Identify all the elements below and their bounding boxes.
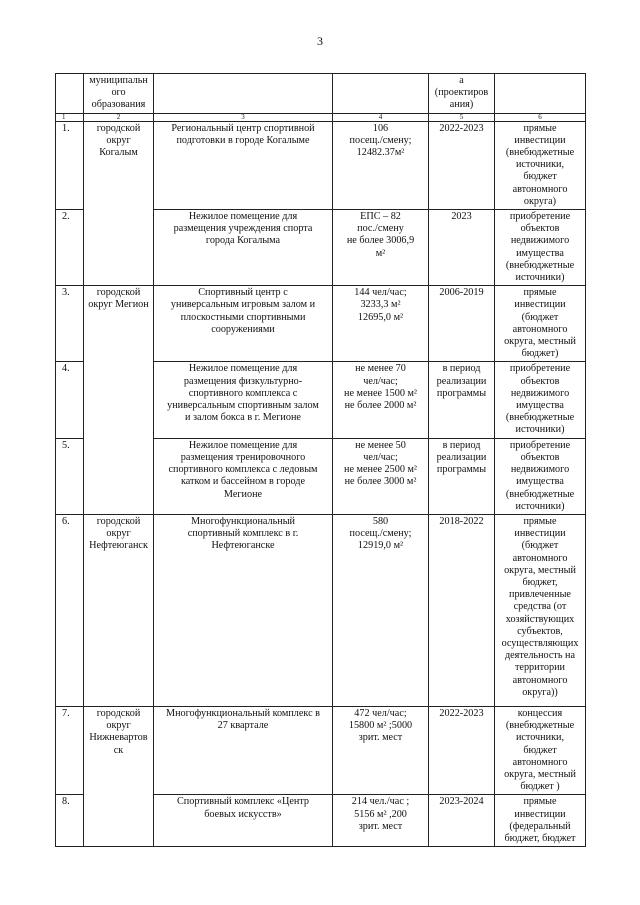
row-number: 3. bbox=[56, 286, 84, 362]
cell-line: Спортивный комплекс «Центр bbox=[176, 796, 309, 808]
period-cell bbox=[429, 706, 495, 794]
financing-cell bbox=[495, 795, 586, 847]
cell-line: автономного bbox=[512, 552, 568, 564]
cell-line: зрит. мест bbox=[358, 820, 403, 832]
period-cell bbox=[429, 121, 495, 209]
period-cell bbox=[429, 286, 495, 362]
cell-line: городской bbox=[96, 707, 141, 719]
cell-line: универсальным игровым залом и bbox=[170, 299, 316, 311]
cell-line: не более 3000 м² bbox=[344, 476, 417, 488]
cell-line: объектов bbox=[520, 375, 560, 387]
cell-line: (внебюджетные bbox=[505, 412, 575, 424]
cell-line: муниципальн bbox=[89, 75, 148, 86]
cell-line: не менее 2500 м² bbox=[344, 464, 417, 476]
cell-line: инвестиции bbox=[514, 299, 566, 311]
municipality-cell bbox=[84, 795, 154, 847]
cell-line: (внебюджетные bbox=[505, 147, 575, 159]
cell-line: 472 чел/час; bbox=[354, 707, 407, 719]
capacity-cell bbox=[333, 210, 429, 286]
cell-line: а bbox=[459, 75, 464, 86]
cell-line: ого bbox=[111, 87, 126, 99]
column-number: 6 bbox=[495, 113, 586, 121]
cell-line: городской bbox=[96, 122, 141, 134]
capacity-cell bbox=[333, 706, 429, 794]
object-name-cell bbox=[154, 121, 333, 209]
cell-line: Многофункциональный bbox=[190, 515, 295, 527]
cell-line: 12919,0 м² bbox=[357, 540, 404, 552]
cell-line: в период bbox=[442, 439, 481, 451]
cell-line: территории bbox=[514, 662, 566, 674]
cell-line: бюджет, bbox=[522, 576, 558, 588]
object-name-cell bbox=[154, 514, 333, 706]
cell-line: недвижимого bbox=[510, 464, 570, 476]
cell-line: образования bbox=[91, 99, 146, 111]
financing-cell bbox=[495, 286, 586, 362]
capacity-cell bbox=[333, 438, 429, 514]
cell-line: округа, местный bbox=[504, 336, 576, 348]
cell-line: 2022-2023 bbox=[439, 122, 484, 134]
cell-line: (внебюджетные bbox=[505, 720, 575, 732]
period-cell bbox=[429, 795, 495, 847]
cell-line: 2023-2024 bbox=[439, 796, 484, 808]
cell-line: объектов bbox=[520, 223, 560, 235]
cell-line: объектов bbox=[520, 451, 560, 463]
cell-line: источники, bbox=[515, 732, 565, 744]
cell-line: 15800 м² ;5000 bbox=[348, 720, 413, 732]
object-name-cell bbox=[154, 210, 333, 286]
cell-line: м² bbox=[375, 247, 386, 259]
cell-line: не более 3006,9 bbox=[346, 235, 415, 247]
cell-line: зрит. мест bbox=[358, 732, 403, 744]
cell-line: прямые bbox=[523, 796, 557, 808]
period-cell bbox=[429, 210, 495, 286]
cell-line: катком и бассейном в городе bbox=[181, 476, 305, 488]
cell-line: посещ./смену; bbox=[349, 134, 412, 146]
header-period bbox=[429, 74, 495, 114]
table-row bbox=[56, 438, 586, 514]
table-row bbox=[56, 706, 586, 794]
row-number: 6. bbox=[56, 514, 84, 706]
financing-cell bbox=[495, 514, 586, 706]
cell-line: городской bbox=[96, 287, 141, 299]
row-number: 7. bbox=[56, 706, 84, 794]
municipality-cell bbox=[84, 706, 154, 794]
cell-line: 2022-2023 bbox=[439, 707, 484, 719]
cell-line: программы bbox=[436, 387, 487, 399]
cell-line: источники) bbox=[515, 500, 565, 512]
cell-line: 106 bbox=[372, 122, 389, 134]
cell-line: не менее 50 bbox=[355, 439, 406, 451]
cell-line: 2023 bbox=[451, 211, 472, 223]
cell-line: ания) bbox=[449, 99, 474, 111]
municipality-cell bbox=[84, 514, 154, 706]
row-number: 4. bbox=[56, 362, 84, 438]
object-name-cell bbox=[154, 286, 333, 362]
cell-line: 2006-2019 bbox=[439, 287, 484, 299]
cell-line: сооружениями bbox=[211, 323, 275, 335]
capacity-cell bbox=[333, 795, 429, 847]
cell-line: плоскостными спортивными bbox=[180, 311, 306, 323]
cell-line: в период bbox=[442, 363, 481, 375]
row-number: 1. bbox=[56, 121, 84, 209]
cell-line: 3233,3 м² bbox=[360, 299, 401, 311]
cell-line: города Когалыма bbox=[205, 235, 281, 247]
cell-line: 214 чел./час ; bbox=[351, 796, 410, 808]
cell-line: субъектов, bbox=[517, 625, 563, 637]
object-name-cell bbox=[154, 438, 333, 514]
cell-line: (внебюджетные bbox=[505, 488, 575, 500]
column-number: 3 bbox=[154, 113, 333, 121]
cell-line: посещ./смену; bbox=[349, 528, 412, 540]
object-name-cell bbox=[154, 362, 333, 438]
cell-line: реализации bbox=[436, 375, 487, 387]
cell-line: недвижимого bbox=[510, 387, 570, 399]
cell-line: инвестиции bbox=[514, 528, 566, 540]
cell-line: округа, местный bbox=[504, 768, 576, 780]
cell-line: бюджет bbox=[523, 744, 557, 756]
period-cell bbox=[429, 438, 495, 514]
cell-line: округа)) bbox=[522, 686, 558, 698]
cell-line: приобретение bbox=[509, 439, 571, 451]
cell-line: чел/час; bbox=[363, 375, 398, 387]
cell-line: реализации bbox=[436, 451, 487, 463]
cell-line: (бюджет bbox=[521, 540, 559, 552]
cell-line: прямые bbox=[523, 122, 557, 134]
cell-line: спортивный комплекс в г. bbox=[187, 528, 299, 540]
cell-line: автономного bbox=[512, 674, 568, 686]
cell-line: ск bbox=[113, 744, 124, 756]
row-number: 5. bbox=[56, 438, 84, 514]
row-number: 2. bbox=[56, 210, 84, 286]
cell-line: спортивного комплекса с ледовым bbox=[168, 464, 318, 476]
cell-line: пос./смену bbox=[357, 223, 404, 235]
cell-line: и залом бокса в г. Мегионе bbox=[185, 412, 301, 424]
cell-line: приобретение bbox=[509, 363, 571, 375]
cell-line: округ bbox=[106, 528, 131, 540]
cell-line: округ bbox=[106, 134, 131, 146]
financing-cell bbox=[495, 362, 586, 438]
cell-line: недвижимого bbox=[510, 235, 570, 247]
cell-line: источники) bbox=[515, 272, 565, 284]
cell-line: Когалым bbox=[99, 147, 138, 159]
financing-cell bbox=[495, 438, 586, 514]
cell-line: Региональный центр спортивной bbox=[171, 122, 315, 134]
capacity-cell bbox=[333, 121, 429, 209]
page-number: 3 bbox=[317, 34, 323, 48]
period-cell bbox=[429, 514, 495, 706]
cell-line: ЕПС – 82 bbox=[360, 211, 401, 223]
cell-line: имущества bbox=[516, 476, 564, 488]
cell-line: автономного bbox=[512, 183, 568, 195]
cell-line: приобретение bbox=[509, 211, 571, 223]
column-number: 4 bbox=[333, 113, 429, 121]
cell-line: 144 чел/час; bbox=[354, 287, 407, 299]
cell-line: не менее 70 bbox=[355, 363, 406, 375]
column-numbers-row bbox=[56, 113, 586, 121]
table-row bbox=[56, 286, 586, 362]
cell-line: размещения учреждения спорта bbox=[173, 223, 313, 235]
cell-line: прямые bbox=[523, 515, 557, 527]
cell-line: Нежилое помещение для bbox=[188, 363, 298, 375]
cell-line: 5156 м² ,200 bbox=[354, 808, 407, 820]
column-number: 5 bbox=[429, 113, 495, 121]
cell-line: округа, местный bbox=[504, 564, 576, 576]
cell-line: (федеральный bbox=[509, 820, 571, 832]
cell-line: не менее 1500 м² bbox=[344, 387, 417, 399]
cell-line: источники, bbox=[515, 159, 565, 171]
cell-line: программы bbox=[436, 464, 487, 476]
cell-line: концессия bbox=[517, 707, 563, 719]
objects-table bbox=[55, 73, 586, 847]
capacity-cell bbox=[333, 286, 429, 362]
column-number: 2 bbox=[84, 113, 154, 121]
cell-line: Нефтеюганск bbox=[89, 540, 148, 552]
cell-line: Нежилое помещение для bbox=[188, 211, 298, 223]
municipality-cell bbox=[84, 438, 154, 514]
cell-line: не более 2000 м² bbox=[344, 400, 417, 412]
column-number: 1 bbox=[56, 113, 84, 121]
municipality-cell bbox=[84, 210, 154, 286]
cell-line: универсальным спортивным залом bbox=[167, 400, 319, 412]
cell-line: имущества bbox=[516, 400, 564, 412]
cell-line: средства (от bbox=[513, 601, 567, 613]
header-municipality bbox=[84, 74, 154, 114]
cell-line: источники) bbox=[515, 424, 565, 436]
row-number: 8. bbox=[56, 795, 84, 847]
header-row bbox=[56, 74, 586, 114]
cell-line: автономного bbox=[512, 323, 568, 335]
capacity-cell bbox=[333, 514, 429, 706]
cell-line: подготовки в городе Когалыме bbox=[176, 134, 310, 146]
cell-line: привлеченные bbox=[509, 589, 571, 601]
cell-line: 27 квартале bbox=[217, 720, 269, 732]
cell-line: Мегионе bbox=[223, 488, 263, 500]
cell-line: бюджет ) bbox=[520, 781, 560, 793]
municipality-cell bbox=[84, 121, 154, 209]
cell-line: Спортивный центр с bbox=[198, 287, 288, 299]
capacity-cell bbox=[333, 362, 429, 438]
cell-line: Нижневартов bbox=[89, 732, 148, 744]
cell-line: 12695,0 м² bbox=[357, 311, 404, 323]
cell-line: боевых искусств» bbox=[204, 808, 282, 820]
cell-line: 2018-2022 bbox=[439, 515, 484, 527]
cell-line: осуществляющих bbox=[501, 637, 579, 649]
cell-line: спортивного комплекса с bbox=[188, 387, 298, 399]
cell-line: размещения физкультурно- bbox=[183, 375, 303, 387]
cell-line: округа) bbox=[523, 195, 557, 207]
table-row bbox=[56, 121, 586, 209]
table-row bbox=[56, 795, 586, 847]
cell-line: прямые bbox=[523, 287, 557, 299]
cell-line: Многофункциональный комплекс в bbox=[166, 707, 320, 719]
financing-cell bbox=[495, 121, 586, 209]
financing-cell bbox=[495, 210, 586, 286]
object-name-cell bbox=[154, 706, 333, 794]
cell-line: Нефтеюганске bbox=[211, 540, 275, 552]
object-name-cell bbox=[154, 795, 333, 847]
table-row bbox=[56, 210, 586, 286]
cell-line: хозяйствующих bbox=[505, 613, 575, 625]
financing-cell bbox=[495, 706, 586, 794]
cell-line: (внебюджетные bbox=[505, 259, 575, 271]
cell-line: размещения тренировочного bbox=[180, 451, 306, 463]
cell-line: округ Мегион bbox=[88, 299, 149, 311]
cell-line: имущества bbox=[516, 247, 564, 259]
cell-line: бюджет, бюджет bbox=[504, 832, 576, 844]
table-row bbox=[56, 514, 586, 706]
period-cell bbox=[429, 362, 495, 438]
cell-line: бюджет) bbox=[521, 348, 559, 360]
cell-line: инвестиции bbox=[514, 134, 566, 146]
cell-line: деятельность на bbox=[504, 650, 576, 662]
table-row bbox=[56, 362, 586, 438]
municipality-cell bbox=[84, 362, 154, 438]
cell-line: автономного bbox=[512, 756, 568, 768]
municipality-cell bbox=[84, 286, 154, 362]
cell-line: округ bbox=[106, 720, 131, 732]
cell-line: (проектиров bbox=[434, 87, 489, 99]
cell-line: инвестиции bbox=[514, 808, 566, 820]
cell-line: Нежилое помещение для bbox=[188, 439, 298, 451]
cell-line: 580 bbox=[372, 515, 389, 527]
cell-line: бюджет bbox=[523, 171, 557, 183]
cell-line: 12482.37м² bbox=[356, 147, 405, 159]
cell-line: чел/час; bbox=[363, 451, 398, 463]
cell-line: городской bbox=[96, 515, 141, 527]
cell-line: (бюджет bbox=[521, 311, 559, 323]
